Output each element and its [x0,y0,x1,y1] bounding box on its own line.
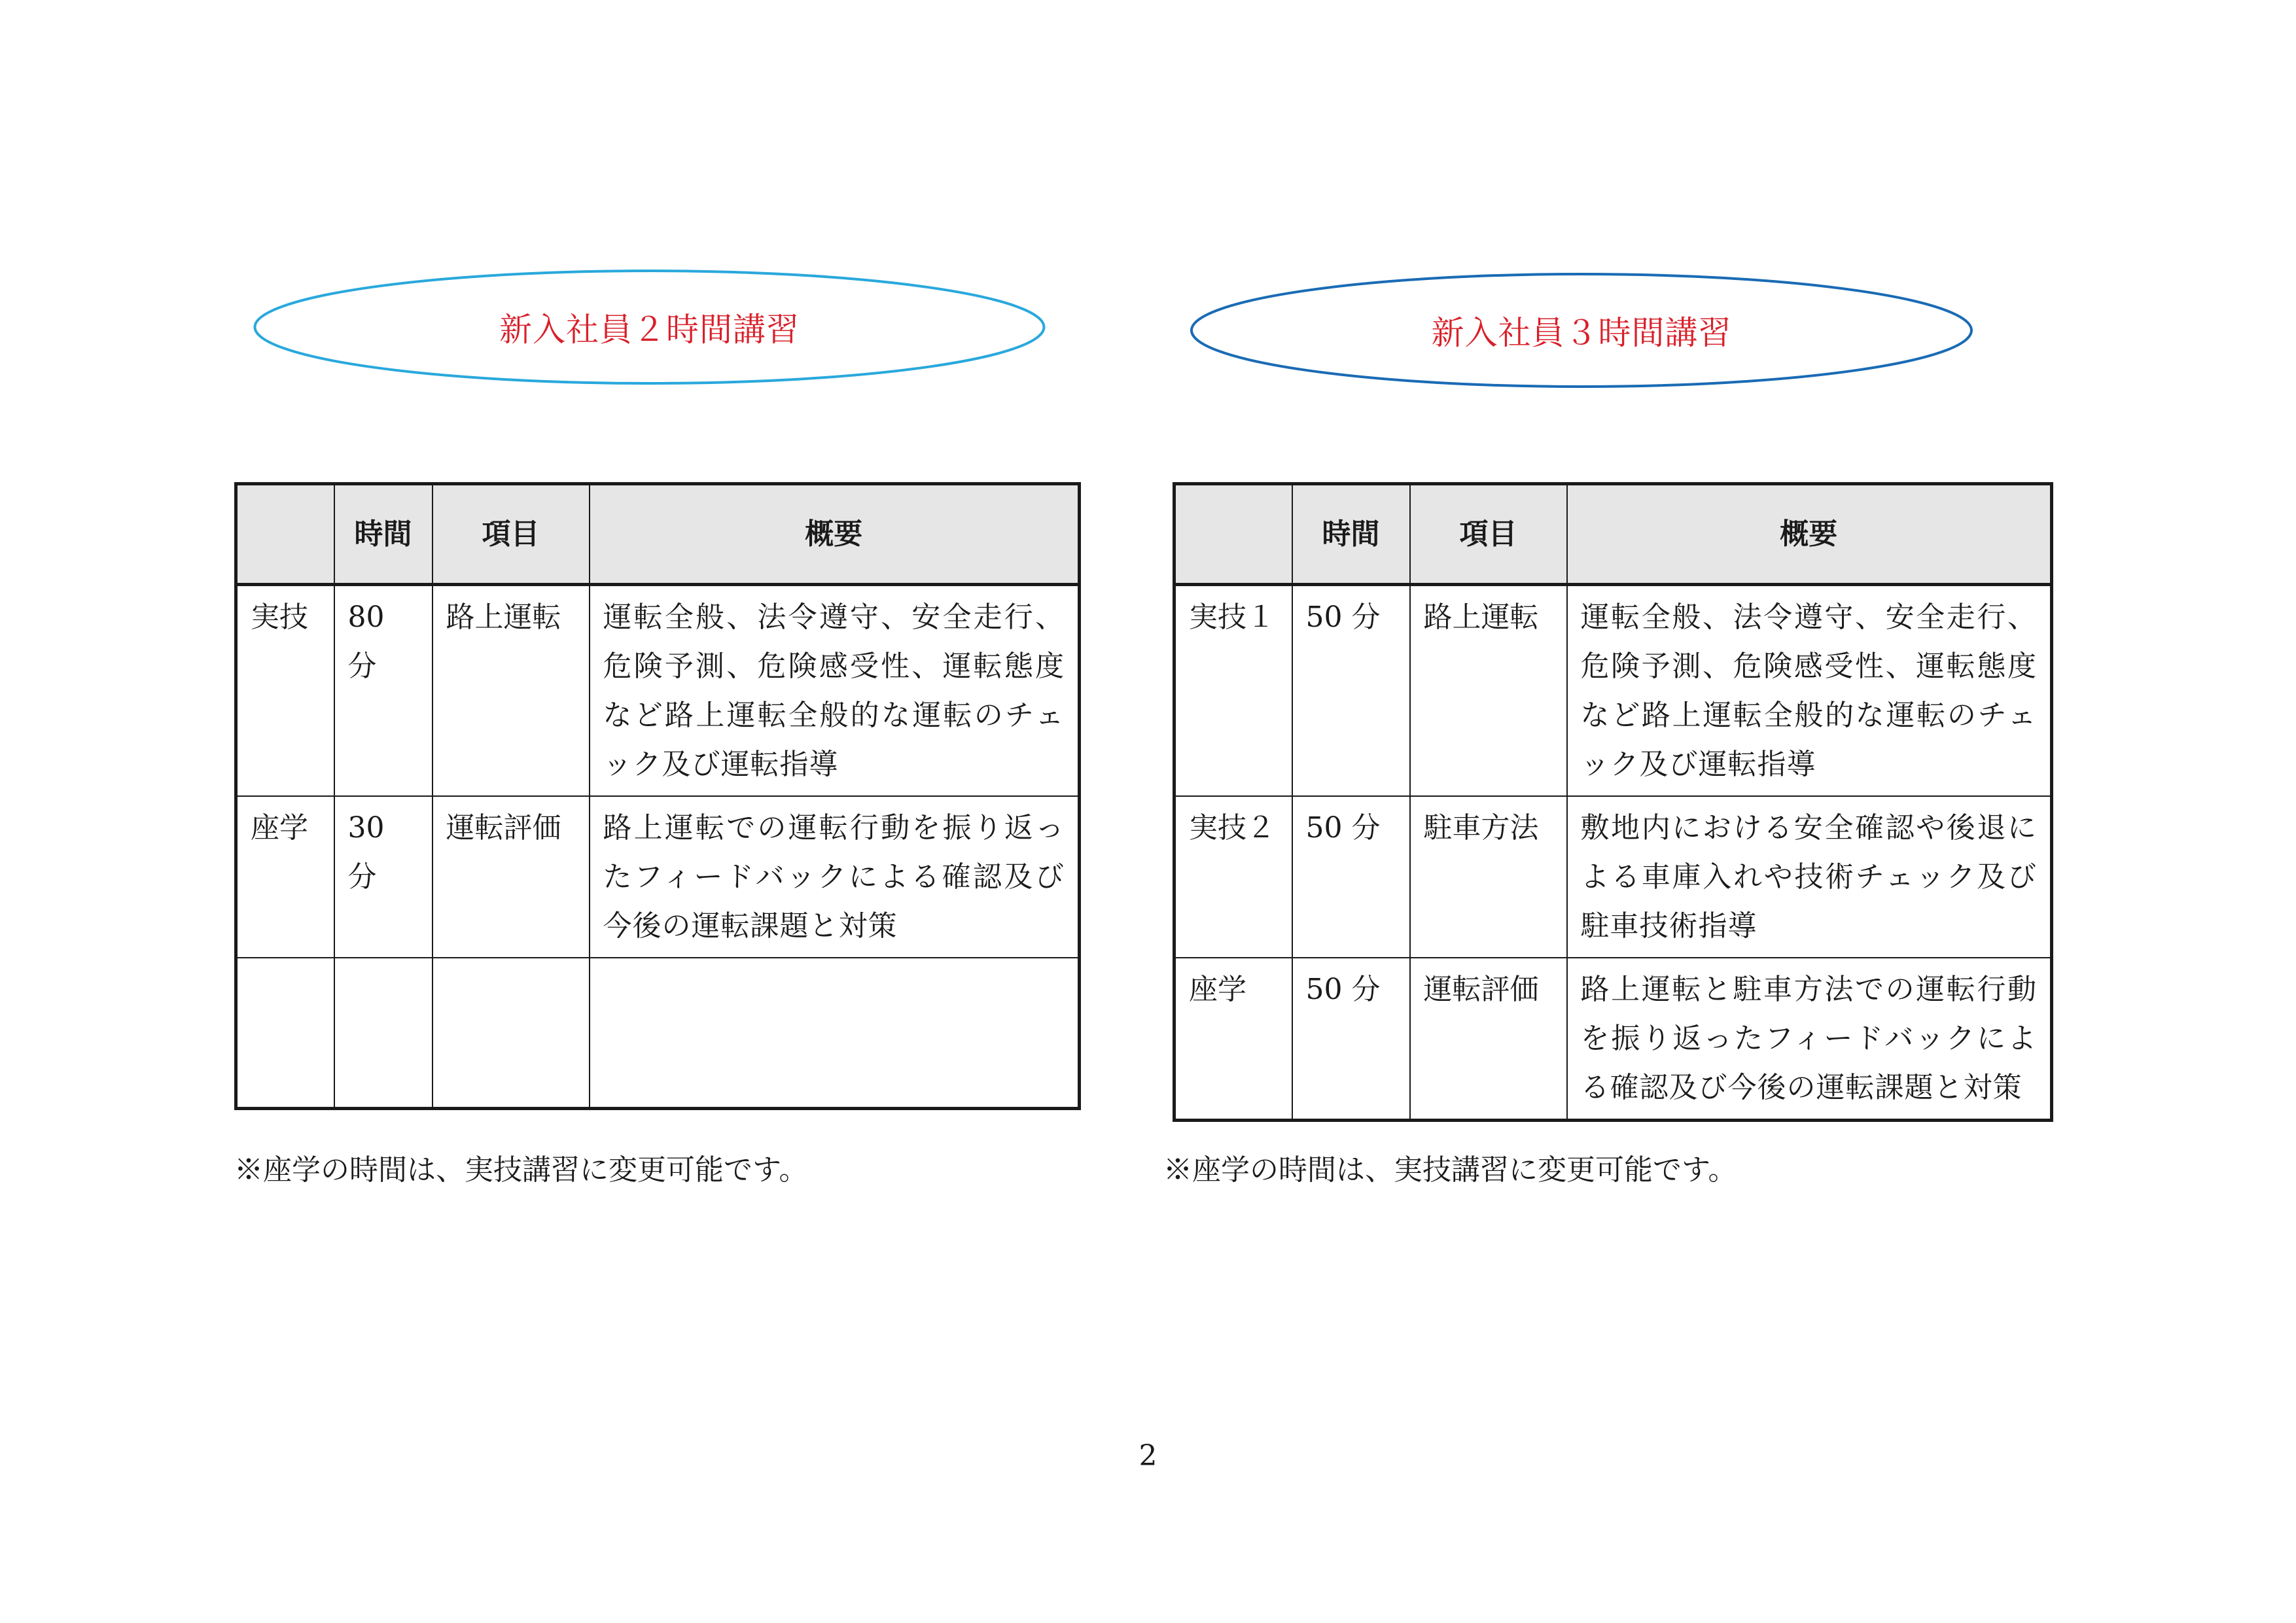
table-row [236,796,1080,958]
right-title: 新入社員３時間講習 [1431,314,1732,352]
row-summary: 運転全般、法令遵守、安全走行、危険予測、危険感受性、運転態度など路上運転全般的な運転のチェック及び運転指導 [1567,585,2052,797]
row-summary [590,958,1080,1108]
right-header-time: 時間 [1292,484,1410,585]
row-type: 実技 [236,585,334,797]
right-schedule-table [1173,482,2053,1122]
row-type: 座学 [1174,958,1292,1121]
row-type: 実技２ [1174,796,1292,958]
right-header-item: 項目 [1410,484,1567,585]
left-header-time: 時間 [334,484,433,585]
row-item: 運転評価 [433,796,590,958]
right-header-summary: 概要 [1567,484,2052,585]
row-summary: 路上運転と駐車方法での運転行動を振り返ったフィードバックによる確認及び今後の運転課題と対策 [1567,958,2052,1121]
row-time [334,958,433,1108]
row-item: 路上運転 [433,585,590,797]
left-schedule-table [234,482,1081,1110]
page-number: 2 [1139,1439,1157,1473]
row-item: 路上運転 [1410,585,1567,797]
table-row [1174,796,2052,958]
table-row [236,585,1080,797]
table-row [1174,958,2052,1121]
right-header-row [1174,484,2052,585]
right-title-oval [1189,271,1974,389]
left-note: ※座学の時間は、実技講習に変更可能です。 [234,1153,808,1187]
right-note: ※座学の時間は、実技講習に変更可能です。 [1163,1153,1737,1187]
row-item [433,958,590,1108]
right-header-blank [1174,484,1292,585]
row-time: 30 分 [334,796,433,958]
left-header-row [236,484,1080,585]
row-type [236,958,334,1108]
left-title-oval [252,268,1047,386]
left-header-blank [236,484,334,585]
left-header-summary: 概要 [590,484,1080,585]
row-summary: 運転全般、法令遵守、安全走行、危険予測、危険感受性、運転態度など路上運転全般的な運転のチェック及び運転指導 [590,585,1080,797]
table-row [1174,585,2052,797]
row-time: 50 分 [1292,585,1410,797]
row-type: 座学 [236,796,334,958]
row-summary: 敷地内における安全確認や後退による車庫入れや技術チェック及び駐車技術指導 [1567,796,2052,958]
row-type: 実技１ [1174,585,1292,797]
row-summary: 路上運転での運転行動を振り返ったフィードバックによる確認及び今後の運転課題と対策 [590,796,1080,958]
row-item: 駐車方法 [1410,796,1567,958]
row-time: 50 分 [1292,796,1410,958]
left-title: 新入社員２時間講習 [499,311,800,349]
row-item: 運転評価 [1410,958,1567,1121]
row-time: 80 分 [334,585,433,797]
table-row [236,958,1080,1108]
left-header-item: 項目 [433,484,590,585]
row-time: 50 分 [1292,958,1410,1121]
